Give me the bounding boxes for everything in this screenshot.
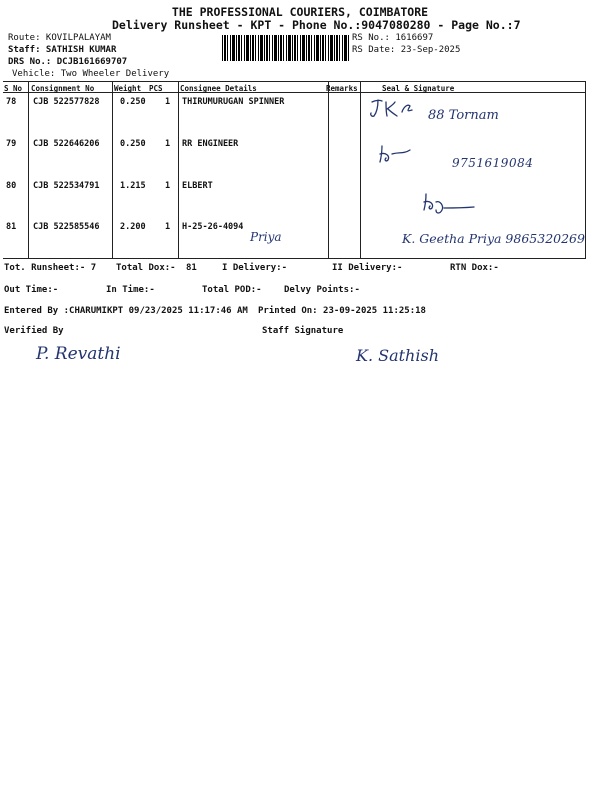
second-delivery-label: II Delivery:- — [332, 263, 403, 273]
row-sno: 79 — [6, 139, 17, 149]
col-divider — [360, 81, 361, 259]
col-divider — [112, 81, 113, 259]
row-consignee: H-25-26-4094 — [182, 222, 244, 232]
row-consignee: ELBERT — [182, 181, 213, 191]
verified-by-label: Verified By — [4, 326, 64, 336]
route-label: Route: KOVILPALAYAM — [8, 33, 111, 43]
row-weight: 2.200 — [120, 222, 146, 232]
header-signature: Seal & Signature — [382, 84, 455, 93]
first-delivery-label: I Delivery:- — [222, 263, 288, 273]
staff-label: Staff: SATHISH KUMAR — [8, 45, 117, 55]
total-dox-label: Total Dox:- — [116, 263, 176, 273]
out-time-label: Out Time:- — [4, 285, 59, 295]
col-divider — [178, 81, 179, 259]
header-remarks: Remarks — [326, 84, 358, 93]
table-bottom-border — [3, 258, 585, 259]
row-sno: 78 — [6, 97, 17, 107]
rs-date: RS Date: 23-Sep-2025 — [352, 45, 461, 55]
total-pod-label: Total POD:- — [202, 285, 262, 295]
runsheet-subtitle: Delivery Runsheet - KPT - Phone No.:9047080280 - Page No.:7 — [112, 18, 521, 32]
staff-signature-label: Staff Signature — [262, 326, 344, 336]
in-time-label: In Time:- — [106, 285, 155, 295]
row-weight: 0.250 — [120, 139, 146, 149]
rs-number: RS No.: 1616697 — [352, 33, 434, 43]
header-consignee: Consignee Details — [180, 84, 257, 93]
row-pcs: 1 — [165, 222, 171, 232]
delivery-points-label: Delvy Points:- — [284, 285, 360, 295]
signature-row-80 — [418, 188, 478, 216]
row-sno: 81 — [6, 222, 17, 232]
handwriting-row-78: 88 Tornam — [428, 108, 499, 123]
staff-handwritten-signature: K. Sathish — [356, 346, 439, 365]
printed-on: Printed On: 23-09-2025 11:25:18 — [258, 306, 426, 316]
company-title: THE PROFESSIONAL COURIERS, COIMBATORE — [171, 5, 429, 19]
row-consignee: THIRUMURUGAN SPINNER — [182, 97, 285, 107]
header-weight: Weight — [114, 84, 142, 93]
col-divider — [328, 81, 329, 259]
row-weight: 0.250 — [120, 97, 146, 107]
handwriting-row-79: 9751619084 — [452, 156, 534, 170]
total-dox-count: 81 — [186, 263, 197, 273]
row-consignment: CJB 522577828 — [33, 97, 100, 107]
return-dox-label: RTN Dox:- — [450, 263, 499, 273]
header-pcs: PCS — [149, 84, 163, 93]
signature-row-79 — [376, 142, 416, 166]
handwriting-row-81: K. Geetha Priya 9865320269 — [402, 231, 585, 246]
table-top-border — [3, 81, 585, 82]
row-sno: 80 — [6, 181, 17, 191]
vehicle-label: Vehicle: Two Wheeler Delivery — [12, 69, 170, 79]
barcode-image — [222, 35, 350, 61]
handwriting-remark-row-81: Priya — [250, 230, 282, 244]
row-pcs: 1 — [165, 97, 171, 107]
header-sno: S No — [4, 84, 23, 93]
drs-number: DRS No.: DCJB161669707 — [8, 57, 128, 67]
row-consignment: CJB 522534791 — [33, 181, 100, 191]
total-runsheet: Tot. Runsheet:- 7 — [4, 263, 97, 273]
header-consignment: Consignment No — [31, 84, 95, 93]
row-pcs: 1 — [165, 139, 171, 149]
entered-by: Entered By :CHARUMIKPT 09/23/2025 11:17:46 AM — [4, 306, 248, 316]
col-divider — [28, 81, 29, 259]
verifier-signature: P. Revathi — [36, 344, 121, 364]
row-consignment: CJB 522646206 — [33, 139, 100, 149]
row-consignment: CJB 522585546 — [33, 222, 100, 232]
row-weight: 1.215 — [120, 181, 146, 191]
row-consignee: RR ENGINEER — [182, 139, 239, 149]
row-pcs: 1 — [165, 181, 171, 191]
